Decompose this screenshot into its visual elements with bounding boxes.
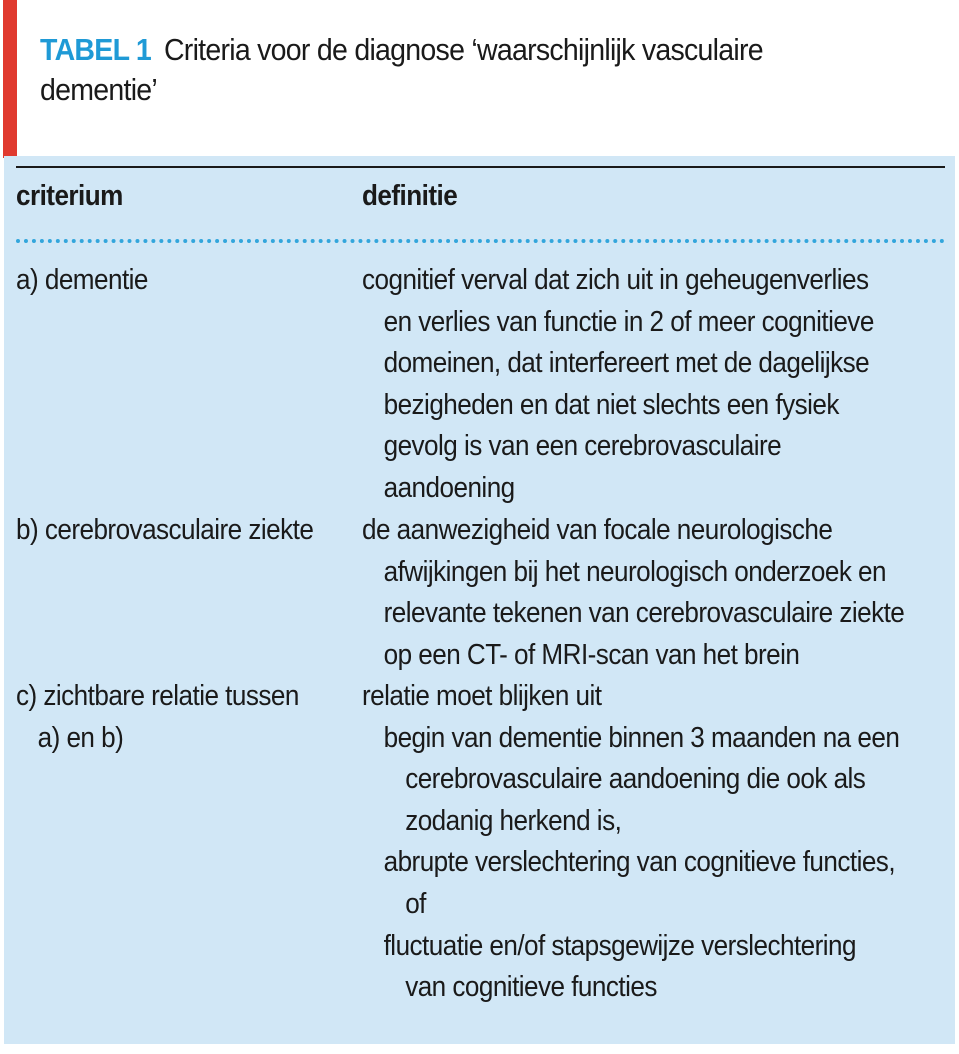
criterium-line: c) zichtbare relatie tussen	[16, 680, 299, 712]
table-row-c-criterium	[16, 676, 299, 759]
table-row-a-criterium	[16, 260, 148, 302]
definitie-line: domeinen, dat interfereert met de dagelijkse	[383, 347, 870, 380]
table-row-b-criterium	[16, 510, 313, 552]
definitie-line: cerebrovasculaire aandoening die ook als	[405, 763, 866, 796]
definitie-line: zodanig herkend is,	[405, 804, 622, 837]
criteria-table	[4, 156, 955, 1044]
definitie-line: de aanwezigheid van focale neurologische	[362, 514, 833, 546]
definitie-line: van cognitieve functies	[405, 971, 657, 1004]
column-header-criterium: criterium	[16, 180, 123, 212]
column-header-definitie: definitie	[362, 180, 458, 212]
accent-bar	[3, 0, 17, 158]
definitie-line: abrupte verslechtering van cognitieve functies,	[383, 846, 896, 879]
table-row-a-definitie	[362, 260, 874, 510]
table-number-label: TABEL 1	[40, 32, 152, 67]
definitie-line: fluctuatie en/of stapsgewijze verslechtering	[383, 929, 857, 962]
definitie-line: en verlies van functie in 2 of meer cognitieve	[383, 305, 874, 338]
definitie-line: relevante tekenen van cerebrovasculaire ziekte	[383, 597, 905, 630]
criterium-line: a) dementie	[16, 264, 148, 296]
definitie-line: bezigheden en dat niet slechts een fysiek	[383, 388, 839, 421]
criterium-line: b) cerebrovasculaire ziekte	[16, 514, 314, 546]
table-top-rule	[16, 166, 945, 168]
definitie-line: op een CT- of MRI-scan van het brein	[383, 638, 800, 671]
definitie-line: relatie moet blijken uit	[362, 680, 602, 712]
table-row-b-definitie	[362, 510, 904, 676]
title-line-1: Criteria voor de diagnose ‘waarschijnlijk vasculaire	[163, 32, 763, 67]
title-line-2: dementie’	[40, 72, 158, 107]
definitie-line: of	[405, 887, 426, 920]
table-row-c-definitie	[362, 676, 899, 1009]
definitie-line: aandoening	[383, 471, 515, 504]
definitie-line: begin van dementie binnen 3 maanden na een	[383, 721, 900, 754]
table-title	[40, 30, 868, 110]
definitie-line: cognitief verval dat zich uit in geheugenverlies	[362, 264, 869, 296]
criterium-line: a) en b)	[37, 721, 124, 754]
definitie-line: afwijkingen bij het neurologisch onderzoek en	[383, 555, 886, 588]
definitie-line: gevolg is van een cerebrovasculaire	[383, 430, 782, 463]
header-dotted-rule	[16, 239, 945, 243]
